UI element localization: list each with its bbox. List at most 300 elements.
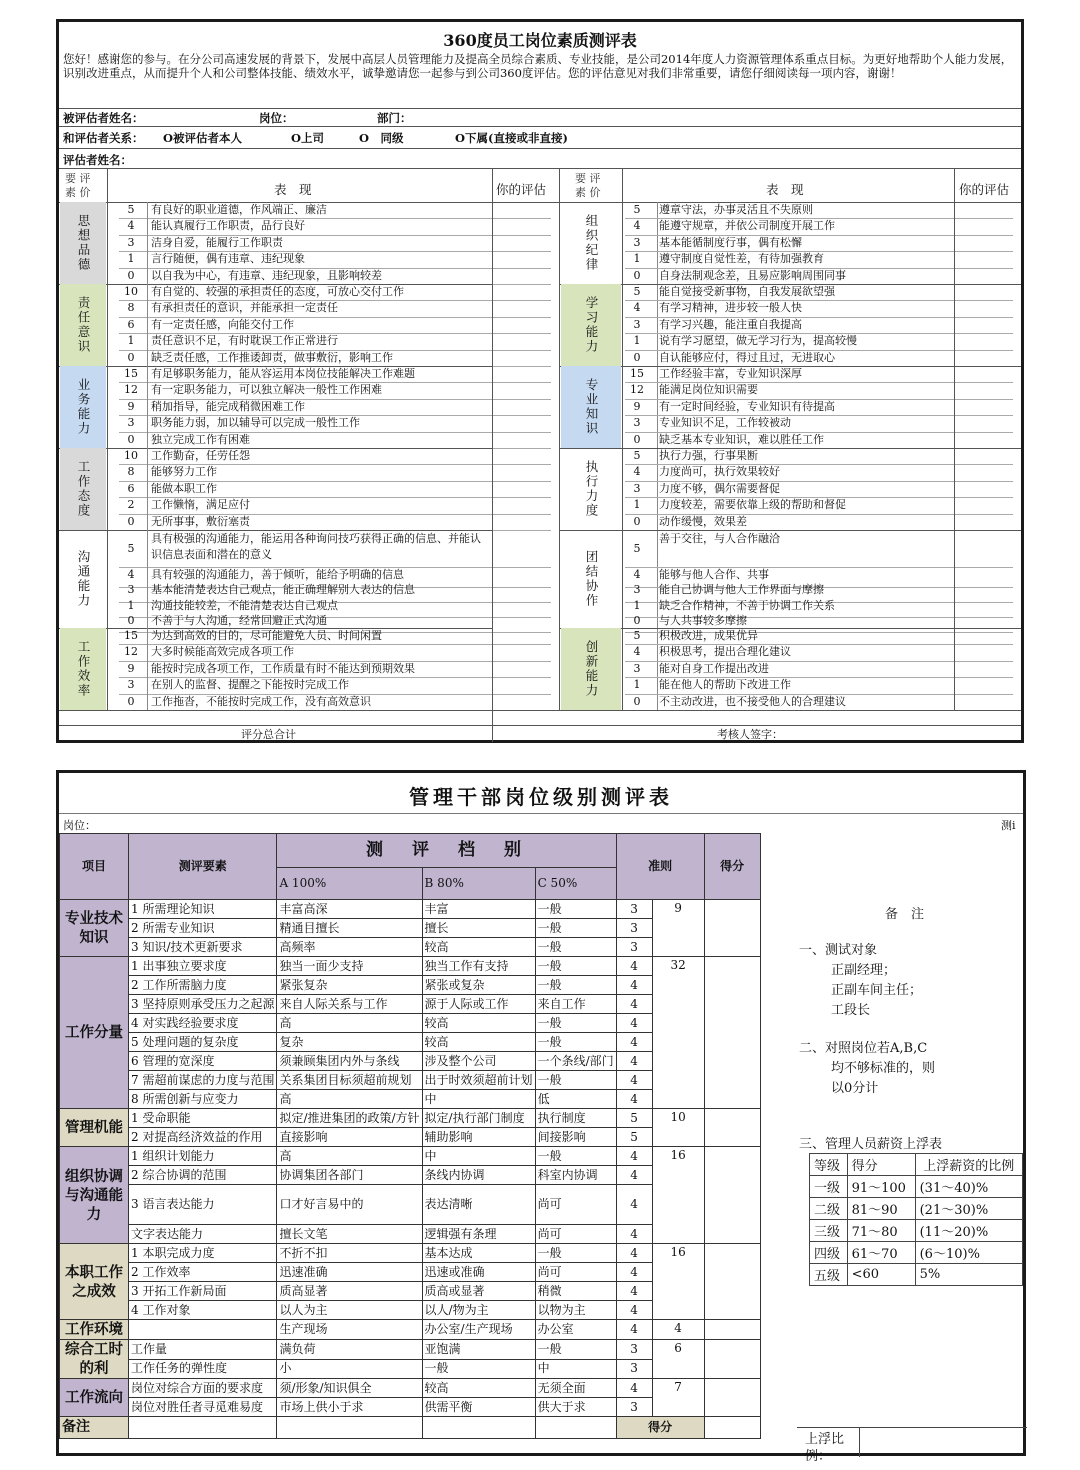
left-criterion-text: 不善于与人沟通，经常回避正式沟通: [151, 613, 327, 627]
left-criterion-text: 责任意识不足，有时耽误工作正常进行: [151, 334, 338, 348]
dept-label: 部门：: [377, 111, 412, 125]
group-name: 专业技术知识: [60, 900, 129, 957]
right-criterion-text: 不主动改进，也不接受他人的合理建议: [659, 694, 846, 708]
group-score-input[interactable]: [704, 900, 760, 957]
rule-cell: 4: [616, 1225, 652, 1244]
left-score: 2: [127, 498, 135, 512]
level-c-cell: 尚可: [535, 1263, 616, 1282]
level-b-cell: 中: [422, 1090, 535, 1109]
float-row: [810, 1220, 1023, 1242]
left-criterion-text: 独立完成工作有困难: [151, 432, 250, 446]
notes-title: 备 注: [885, 907, 925, 922]
float-score: 91～100: [847, 1176, 915, 1198]
left-score: 0: [127, 432, 135, 446]
left-score: 1: [127, 334, 135, 348]
remark-row-label: 备注: [60, 1417, 129, 1439]
total-score-input[interactable]: [704, 1417, 760, 1439]
rule-cell: 4: [616, 976, 652, 995]
col-header-element: 测评要素: [129, 834, 277, 900]
level-b-cell: 独当工作有支持: [422, 957, 535, 976]
right-criterion-text: 遵章守法，办事灵活且不失原则: [659, 203, 813, 216]
element-cell: 6 管理的宽深度: [129, 1052, 277, 1071]
float-score: 81～90: [847, 1198, 915, 1220]
level-a-cell: 精通目擅长: [277, 919, 422, 938]
level-a-cell: 丰富高深: [277, 900, 422, 919]
relation-option-subordinate[interactable]: O下属(直接或非直接): [455, 131, 568, 145]
rule-cell: 4: [616, 1301, 652, 1320]
element-cell: 岗位对综合方面的要求度: [129, 1379, 277, 1398]
rule-cell: 4: [616, 1166, 652, 1185]
left-criterion-text: 言行随便，偶有违章、违纪现象: [151, 252, 305, 266]
left-score: 3: [127, 235, 135, 249]
level-a-cell: 拟定/推进集团的政策/方针: [277, 1109, 422, 1128]
element-cell: [129, 1320, 277, 1340]
level-c-cell: 尚可: [535, 1185, 616, 1225]
salary-float-table: [809, 1153, 1023, 1286]
left-criterion-text: 具有较强的沟通能力，善于倾听，能给予明确的信息: [151, 568, 404, 582]
evaluator-name-label: 评估者姓名：: [63, 153, 132, 167]
col-header-rule: 准则: [616, 834, 704, 900]
right-score: 1: [633, 334, 641, 348]
level-c-cell: 来自工作: [535, 995, 616, 1014]
left-score: 1: [127, 252, 135, 266]
sheet2-title: 管理干部岗位级别测评表: [409, 785, 673, 809]
group-total-cell: 32: [652, 957, 704, 1109]
right-category: 执行力度: [584, 460, 599, 518]
group-total-cell: 16: [652, 1244, 704, 1320]
relation-option-peer[interactable]: O 同级: [359, 131, 404, 145]
group-score-input[interactable]: [704, 957, 760, 1109]
note-2: 二、对照岗位若A,B,C: [799, 1041, 928, 1056]
right-score: 1: [633, 498, 641, 512]
element-cell: 1 所需理论知识: [129, 900, 277, 919]
element-cell: 1 本职完成力度: [129, 1244, 277, 1263]
left-criterion-text: 有良好的职业道德，作风端正、廉洁: [151, 203, 327, 216]
right-category: 创新能力: [561, 628, 621, 710]
right-criterion-text: 力度较差，需要依靠上级的帮助和督促: [659, 498, 846, 512]
note-3: 三、管理人员薪资上浮表: [799, 1137, 943, 1152]
right-criterion-text: 自认能够应付，得过且过，无进取心: [659, 350, 835, 364]
left-category: 沟通能力: [76, 550, 91, 608]
element-cell: 工作量: [129, 1340, 277, 1360]
level-c-cell: 一般: [535, 938, 616, 957]
level-a-cell: 直接影响: [277, 1128, 422, 1147]
sheet1-title: 360度员工岗位素质测评表: [443, 31, 637, 50]
right-criterion-text: 有学习精神，进步较一般人快: [659, 301, 802, 315]
level-c-cell: 以物为主: [535, 1301, 616, 1320]
level-a-cell: 高: [277, 1147, 422, 1166]
left-score: 3: [127, 678, 135, 692]
right-score: 9: [633, 399, 641, 413]
group-score-input[interactable]: [704, 1109, 760, 1147]
col-header-a: A 100%: [277, 868, 422, 900]
level-a-cell: 紧张复杂: [277, 976, 422, 995]
position-label: 岗位：: [259, 111, 294, 125]
level-b-cell: 较高: [422, 1379, 535, 1398]
left-score: 15: [124, 367, 138, 380]
float-ratio: (31～40)%: [915, 1176, 1022, 1198]
header-element-right: 要 评 素 价: [575, 172, 601, 199]
rule-cell: 4: [616, 1282, 652, 1301]
left-score: 10: [124, 285, 138, 298]
element-cell: 文字表达能力: [129, 1225, 277, 1244]
rule-cell: 4: [616, 1263, 652, 1282]
level-c-cell: 中: [535, 1359, 616, 1379]
float-ratio: (6～10)%: [915, 1242, 1022, 1264]
left-score: 4: [127, 219, 135, 233]
right-criterion-text: 缺乏合作精神，不善于协调工作关系: [659, 598, 835, 612]
level-b-cell: 迅速或准确: [422, 1263, 535, 1282]
left-criterion-text: 缺乏责任感，工作推诿卸责，做事敷衍，影响工作: [151, 350, 393, 364]
left-criterion-text: 无所事事，敷衍塞责: [151, 514, 250, 528]
left-criterion-text: 洁身自爱，能履行工作职责: [151, 235, 283, 249]
right-criterion-text: 能遵守规章，并依公司制度开展工作: [659, 219, 835, 233]
note-2b: 以0分计: [831, 1081, 879, 1096]
right-score: 0: [633, 694, 641, 708]
level-b-cell: 逻辑强有条理: [422, 1225, 535, 1244]
level-b-cell: 以人/物为主: [422, 1301, 535, 1320]
relation-label: 和评估者关系：: [63, 131, 144, 145]
note-2a: 均不够标准的，则: [831, 1061, 936, 1076]
right-score: 3: [633, 481, 641, 495]
table-row: [60, 1320, 818, 1340]
left-score: 3: [127, 416, 135, 430]
evaluation-sheet-360: [56, 19, 1024, 743]
left-criterion-text: 有承担责任的意识，并能承担一定责任: [151, 301, 338, 315]
group-total-cell: 6: [652, 1340, 704, 1379]
rule-cell: 4: [616, 1090, 652, 1109]
left-score: 3: [127, 583, 135, 597]
level-c-cell: 一个条线/部门: [535, 1052, 616, 1071]
total-score-label: 评分总合计: [241, 728, 296, 741]
level-b-cell: 较高: [422, 1033, 535, 1052]
right-criterion-text: 善于交往，与人合作融洽: [659, 532, 780, 545]
right-criterion-text: 能在他人的帮助下改进工作: [659, 678, 791, 692]
level-b-cell: 基本达成: [422, 1244, 535, 1263]
float-ratio: (21～30)%: [915, 1198, 1022, 1220]
level-c-cell: 一般: [535, 1071, 616, 1090]
rule-cell: 4: [616, 1147, 652, 1166]
col-header-c: C 50%: [535, 868, 616, 900]
left-score: 1: [127, 598, 135, 612]
table-row: [60, 900, 818, 919]
management-eval-table: [59, 833, 817, 1439]
group-total-cell: 7: [652, 1379, 704, 1417]
level-a-cell: 高频率: [277, 938, 422, 957]
level-b-cell: 出于时效须超前计划: [422, 1071, 535, 1090]
right-score: 4: [633, 645, 641, 659]
element-cell: 1 出事独立要求度: [129, 957, 277, 976]
table-row: [60, 1147, 818, 1166]
rule-cell: 4: [616, 1033, 652, 1052]
element-cell: 岗位对胜任者寻觅难易度: [129, 1398, 277, 1417]
note-1: 一、测试对象: [799, 943, 878, 958]
col-header-item: 项目: [60, 834, 129, 900]
element-cell: 2 工作效率: [129, 1263, 277, 1282]
left-criterion-text: 工作懒惰，满足应付: [151, 498, 250, 512]
left-criterion-text: 工作勤奋，任劳任怨: [151, 449, 250, 462]
level-a-cell: 关系集团目标须超前规划: [277, 1071, 422, 1090]
right-score: 5: [633, 285, 641, 298]
element-cell: 5 处理问题的复杂度: [129, 1033, 277, 1052]
header-element-left: 要 评 素 价: [65, 172, 91, 199]
element-cell: 工作任务的弹性度: [129, 1359, 277, 1379]
level-b-cell: 拟定/执行部门制度: [422, 1109, 535, 1128]
level-a-cell: 独当一面少支持: [277, 957, 422, 976]
left-score: 0: [127, 514, 135, 528]
level-a-cell: 高: [277, 1014, 422, 1033]
right-criterion-text: 有学习兴趣，能注重自我提高: [659, 317, 802, 331]
left-criterion-text: 沟通技能较差，不能清楚表达自己观点: [151, 598, 338, 612]
level-c-cell: 一般: [535, 976, 616, 995]
right-score: 0: [633, 613, 641, 627]
left-category: 工作态度: [60, 448, 106, 530]
left-criterion-text: 能按时完成各项工作，工作质量有时不能达到预期效果: [151, 661, 415, 675]
level-b-cell: 亚饱满: [422, 1340, 535, 1360]
float-level: 三级: [810, 1220, 848, 1242]
left-score: 15: [124, 629, 138, 642]
rule-cell: 3: [616, 919, 652, 938]
level-c-cell: 执行制度: [535, 1109, 616, 1128]
rule-cell: 3: [616, 900, 652, 919]
right-score: 0: [633, 514, 641, 528]
table-row: [60, 1379, 818, 1398]
level-b-cell: 办公室/生产现场: [422, 1320, 535, 1340]
float-level: 四级: [810, 1242, 848, 1264]
float-header-ratio: 上浮薪资的比例: [915, 1154, 1022, 1176]
right-score: 0: [633, 432, 641, 446]
element-cell: 8 所需创新与应变力: [129, 1090, 277, 1109]
level-c-cell: 一般: [535, 1014, 616, 1033]
right-score: 5: [633, 449, 641, 462]
level-a-cell: 擅长文笔: [277, 1225, 422, 1244]
level-a-cell: 协调集团各部门: [277, 1166, 422, 1185]
float-level: 五级: [810, 1264, 848, 1286]
rule-cell: 4: [616, 1320, 652, 1340]
score-row-label: 得分: [616, 1417, 704, 1439]
rule-cell: 4: [616, 1052, 652, 1071]
rule-cell: 5: [616, 1109, 652, 1128]
left-criterion-text: 能做本职工作: [151, 481, 217, 495]
element-cell: 2 工作所需脑力度: [129, 976, 277, 995]
rule-cell: 5: [616, 1128, 652, 1147]
right-criterion-text: 执行力强，行事果断: [659, 449, 758, 462]
level-a-cell: 生产现场: [277, 1320, 422, 1340]
level-a-cell: 复杂: [277, 1033, 422, 1052]
element-cell: 2 对提高经济效益的作用: [129, 1128, 277, 1147]
right-score: 4: [633, 301, 641, 315]
level-b-cell: 一般: [422, 1359, 535, 1379]
right-score: 3: [633, 416, 641, 430]
level-b-cell: 较高: [422, 1014, 535, 1033]
right-score: 5: [633, 541, 641, 555]
rule-cell: 3: [616, 1398, 652, 1417]
header-performance-right: 表 现: [766, 182, 804, 197]
table-row: [60, 1244, 818, 1263]
level-c-cell: 一般: [535, 957, 616, 976]
float-score: 61～70: [847, 1242, 915, 1264]
group-score-input[interactable]: [704, 1379, 760, 1417]
float-row: [810, 1198, 1023, 1220]
element-cell: 2 综合协调的范围: [129, 1166, 277, 1185]
header-your-eval-right: 你的评估: [959, 182, 1010, 197]
level-b-cell: 条线内协调: [422, 1166, 535, 1185]
right-score: 0: [633, 350, 641, 364]
level-c-cell: 一般: [535, 919, 616, 938]
right-criterion-text: 专业知识不足，工作较被动: [659, 416, 791, 430]
group-score-input[interactable]: [704, 1340, 760, 1379]
right-score: 5: [633, 203, 641, 216]
left-criterion-text: 大多时候能高效完成各项工作: [151, 645, 294, 659]
left-score: 12: [124, 383, 138, 397]
right-criterion-text: 能自觉接受新事物，自我发展欲望强: [659, 285, 835, 298]
level-c-cell: 办公室: [535, 1320, 616, 1340]
level-c-cell: 科室内协调: [535, 1166, 616, 1185]
left-score: 10: [124, 449, 138, 462]
level-c-cell: 一般: [535, 1033, 616, 1052]
float-row: [810, 1264, 1023, 1286]
rule-cell: 4: [616, 1185, 652, 1225]
right-score: 3: [633, 317, 641, 331]
right-score: 1: [633, 678, 641, 692]
left-criterion-text: 以自我为中心，有违章、违纪现象，且影响较差: [151, 268, 382, 282]
right-score: 5: [633, 629, 641, 642]
left-score: 8: [127, 465, 135, 479]
left-criterion-text: 具有极强的沟通能力，能运用各种询问技巧获得正确的信息、并能认识信息表面和潜在的意义: [151, 532, 481, 561]
col-header-b: B 80%: [422, 868, 535, 900]
float-row: [810, 1176, 1023, 1198]
right-criterion-text: 能自己协调与他人工作界面与摩擦: [659, 583, 824, 597]
group-name: 工作分量: [60, 957, 129, 1109]
level-b-cell: 擅长: [422, 919, 535, 938]
group-name: 组织协调与沟通能力: [60, 1147, 129, 1244]
notes-panel: [797, 833, 1027, 1464]
note-1c: 工段长: [831, 1003, 871, 1018]
group-score-input[interactable]: [704, 1244, 760, 1320]
left-criterion-text: 工作拖沓，不能按时完成工作，没有高效意识: [151, 694, 371, 708]
left-score: 5: [127, 541, 135, 555]
group-name: 工作环境: [60, 1320, 129, 1340]
left-criterion-text: 为达到高效的目的，尽可能避免人员、时间闲置: [151, 629, 382, 642]
group-score-input[interactable]: [704, 1147, 760, 1244]
level-a-cell: 须兼顾集团内外与条线: [277, 1052, 422, 1071]
left-score: 9: [127, 661, 135, 675]
element-cell: 3 开拓工作新局面: [129, 1282, 277, 1301]
rule-cell: 4: [616, 957, 652, 976]
element-cell: 1 受命职能: [129, 1109, 277, 1128]
element-cell: 3 知识/技术更新要求: [129, 938, 277, 957]
left-criterion-text: 职务能力弱，加以辅导可以完成一般性工作: [151, 416, 360, 430]
right-score: 3: [633, 235, 641, 249]
left-category: 责任意识: [60, 284, 106, 366]
float-header-level: 等级: [810, 1154, 848, 1176]
element-cell: 3 语言表达能力: [129, 1185, 277, 1225]
level-a-cell: 不折不扣: [277, 1244, 422, 1263]
group-total-cell: 10: [652, 1109, 704, 1147]
table-row: [60, 1340, 818, 1360]
rule-cell: 3: [616, 938, 652, 957]
right-criterion-text: 积极改进，成果优异: [659, 629, 758, 642]
group-name: 本职工作之成效: [60, 1244, 129, 1320]
float-level: 一级: [810, 1176, 848, 1198]
header-your-eval-left: 你的评估: [496, 182, 547, 197]
float-ratio: 5%: [915, 1264, 1022, 1286]
right-criterion-text: 说有学习愿望，做无学习行为，提高较慢: [659, 334, 857, 348]
group-name: 管理机能: [60, 1109, 129, 1147]
group-total-cell: 4: [652, 1320, 704, 1340]
left-criterion-text: 有足够职务能力，能从容运用本岗位技能解决工作难题: [151, 367, 415, 380]
right-criterion-text: 力度尚可，执行效果较好: [659, 465, 780, 479]
float-ratio-label: 上浮比例：: [805, 1432, 845, 1464]
level-a-cell: 迅速准确: [277, 1263, 422, 1282]
level-a-cell: 来自人际关系与工作: [277, 995, 422, 1014]
right-category: 专业知识: [561, 366, 621, 448]
left-score: 6: [127, 481, 135, 495]
table-row: [60, 957, 818, 976]
group-score-input[interactable]: [704, 1320, 760, 1340]
right-criterion-text: 缺乏基本专业知识，难以胜任工作: [659, 432, 824, 446]
level-b-cell: 源于人际或工作: [422, 995, 535, 1014]
left-score: 0: [127, 268, 135, 282]
group-total-cell: 16: [652, 1147, 704, 1244]
right-criterion-text: 能满足岗位知识需要: [659, 383, 758, 397]
col-header-level: 测 评 档 别: [277, 834, 616, 868]
level-a-cell: 满负荷: [277, 1340, 422, 1360]
right-score: 12: [630, 383, 644, 397]
right-criterion-text: 动作缓慢，效果差: [659, 514, 747, 528]
relation-option-superior[interactable]: O上司: [291, 131, 325, 145]
note-1a: 正副经理；: [831, 963, 897, 978]
post-label: 岗位：: [63, 819, 96, 832]
left-criterion-text: 有自觉的、较强的承担责任的态度，可放心交付工作: [151, 285, 404, 298]
left-criterion-text: 能够努力工作: [151, 465, 217, 479]
left-criterion-text: 有一定职务能力，可以独立解决一般性工作困难: [151, 383, 382, 397]
rule-cell: 4: [616, 1244, 652, 1263]
level-c-cell: 无须全面: [535, 1379, 616, 1398]
element-cell: 7 需超前谋虑的力度与范围: [129, 1071, 277, 1090]
float-row: [810, 1242, 1023, 1264]
rule-cell: 4: [616, 1379, 652, 1398]
left-criterion-text: 基本能清楚表达自己观点，能正确理解别人表达的信息: [151, 583, 415, 597]
right-score: 3: [633, 661, 641, 675]
level-b-cell: 质高或显著: [422, 1282, 535, 1301]
group-total-cell: 9: [652, 900, 704, 957]
float-ratio: (11～20)%: [915, 1220, 1022, 1242]
right-criterion-text: 遵守制度自觉性差，有待加强教育: [659, 252, 824, 266]
left-score: 8: [127, 301, 135, 315]
right-score: 1: [633, 598, 641, 612]
evaluator-signature-label: 考核人签字：: [717, 728, 783, 741]
relation-option-self[interactable]: O被评估者本人: [163, 131, 243, 145]
management-level-sheet: [56, 770, 1026, 1464]
level-b-cell: 较高: [422, 938, 535, 957]
level-b-cell: 表达清晰: [422, 1185, 535, 1225]
float-score: <60: [847, 1264, 915, 1286]
element-cell: 3 坚持原则承受压力之起源: [129, 995, 277, 1014]
right-criterion-text: 与人共事较多摩擦: [659, 613, 747, 627]
corner-label: 测i: [1001, 819, 1016, 832]
element-cell: 4 工作对象: [129, 1301, 277, 1320]
left-score: 0: [127, 694, 135, 708]
evaluatee-name-label: 被评估者姓名：: [63, 111, 144, 125]
level-c-cell: 一般: [535, 1147, 616, 1166]
left-category: 业务能力: [60, 366, 106, 448]
left-category: 工作效率: [60, 628, 106, 710]
left-score: 12: [124, 645, 138, 659]
float-header-score: 得分: [847, 1154, 915, 1176]
level-b-cell: 供需平衡: [422, 1398, 535, 1417]
level-b-cell: 丰富: [422, 900, 535, 919]
